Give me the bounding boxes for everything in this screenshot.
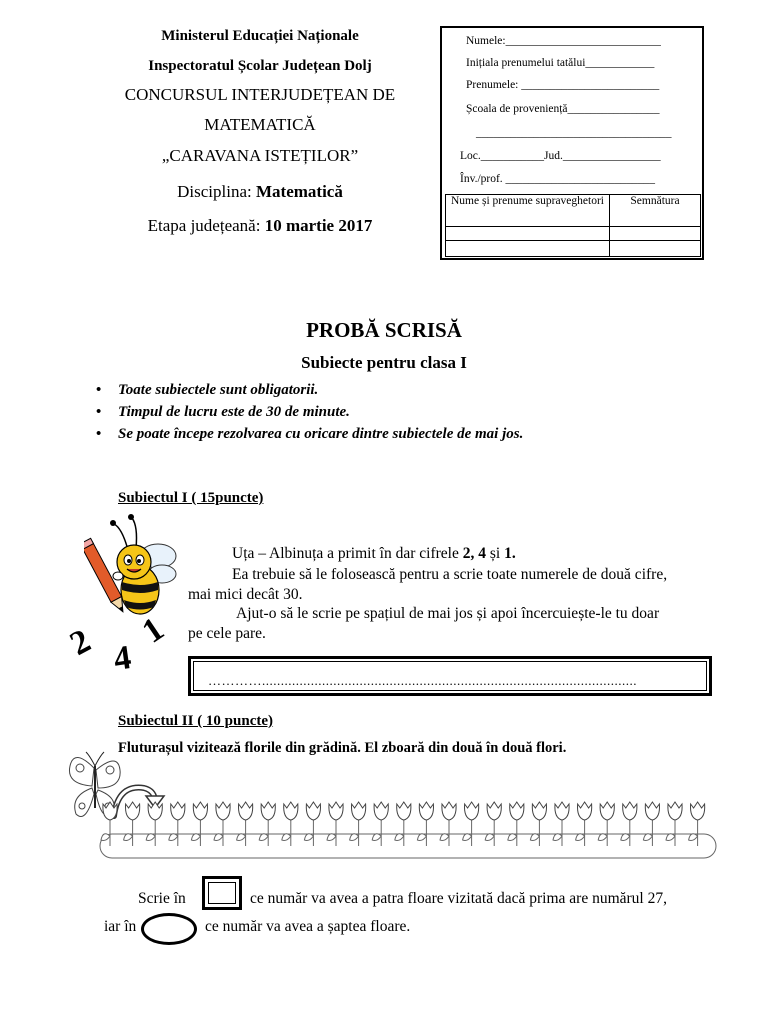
question-1-after: ce număr va avea a patra floare vizitată dacă prima are numărul 27, (250, 890, 667, 907)
rule-item: • Se poate începe rezolvarea cu oricare dintre subiectele de mai jos. (96, 423, 523, 445)
candidate-box (440, 26, 704, 260)
signature-header: Semnătura (610, 195, 701, 227)
answer-dotted-line: ………….................................................................................................... (208, 673, 637, 688)
supervisors-table (445, 194, 701, 257)
inspectorate-name: Inspectoratul Școlar Județean Dolj (148, 58, 372, 74)
answer-box[interactable] (188, 656, 712, 696)
supervisor-cell (446, 227, 610, 241)
subject-1-line-3: mai mici decât 30. (188, 586, 303, 603)
locality-field: Loc.___________Jud._________________ (460, 150, 661, 162)
teacher-field: Înv./prof. __________________________ (460, 173, 656, 185)
discipline-label: Disciplina: (177, 182, 256, 201)
question-1-before: Scrie în (138, 890, 186, 907)
first-name-field: Prenumele: ________________________ (466, 79, 660, 91)
rule-item: • Toate subiectele sunt obligatorii. (96, 379, 523, 401)
digit-1: 1 (135, 610, 171, 651)
rule-item: • Timpul de lucru este de 30 de minute. (96, 401, 523, 423)
answer-oval[interactable] (141, 913, 197, 945)
flower-row (96, 796, 720, 866)
digit-2: 2 (64, 622, 97, 663)
subject-2-title: Subiectul II ( 10 puncte) (118, 713, 274, 729)
ministry-name: Ministerul Educației Naționale (161, 28, 359, 44)
contest-line-1: CONCURSUL INTERJUDEȚEAN DE (124, 85, 396, 104)
subject-1-line-4: Ajut-o să le scrie pe spațiul de mai jos și apoi încercuiește-le tu doar (236, 605, 660, 622)
supervisor-cell (446, 241, 610, 257)
stage (110, 216, 410, 236)
exam-title: PROBĂ SCRISĂ (306, 318, 462, 342)
school-field-line-2: __________________________________ (476, 127, 672, 139)
name-field: Numele:___________________________ (466, 35, 661, 47)
subject-2-statement: Fluturașul vizitează florile din grădină. El zboară din două în două flori. (118, 740, 567, 756)
discipline (110, 182, 410, 202)
signature-cell (610, 241, 701, 257)
subject-1-line-2: Ea trebuie să le folosească pentru a scrie toate numerele de două cifre, (232, 566, 668, 583)
bee-illustration (84, 510, 184, 630)
school-field: Școala de proveniență________________ (466, 103, 660, 115)
answer-square[interactable] (202, 876, 242, 910)
subject-1-line-1: Uța – Albinuța a primit în dar cifrele 2, 4 și 1. (232, 545, 516, 562)
exam-subtitle: Subiecte pentru clasa I (301, 353, 467, 372)
question-2-after: ce număr va avea a șaptea floare. (205, 918, 411, 935)
signature-cell (610, 227, 701, 241)
stage-label: Etapa județeană: (147, 216, 265, 235)
subject-1-line-5: pe cele pare. (188, 625, 266, 642)
contest-line-2: MATEMATICĂ (204, 115, 316, 134)
answer-box-inner-border (193, 661, 707, 691)
subject-1-title: Subiectul I ( 15puncte) (118, 490, 264, 506)
contest-name: „CARAVANA ISTEȚILOR” (161, 146, 359, 165)
rules-list (96, 379, 523, 445)
father-initial-field: Inițiala prenumelui tatălui____________ (466, 57, 655, 69)
stage-date: 10 martie 2017 (264, 216, 373, 235)
question-2-before: iar în (104, 918, 137, 935)
discipline-value: Matematică (256, 182, 343, 201)
digit-4: 4 (111, 639, 134, 679)
supervisors-header: Nume și prenume supraveghetori (446, 195, 610, 227)
